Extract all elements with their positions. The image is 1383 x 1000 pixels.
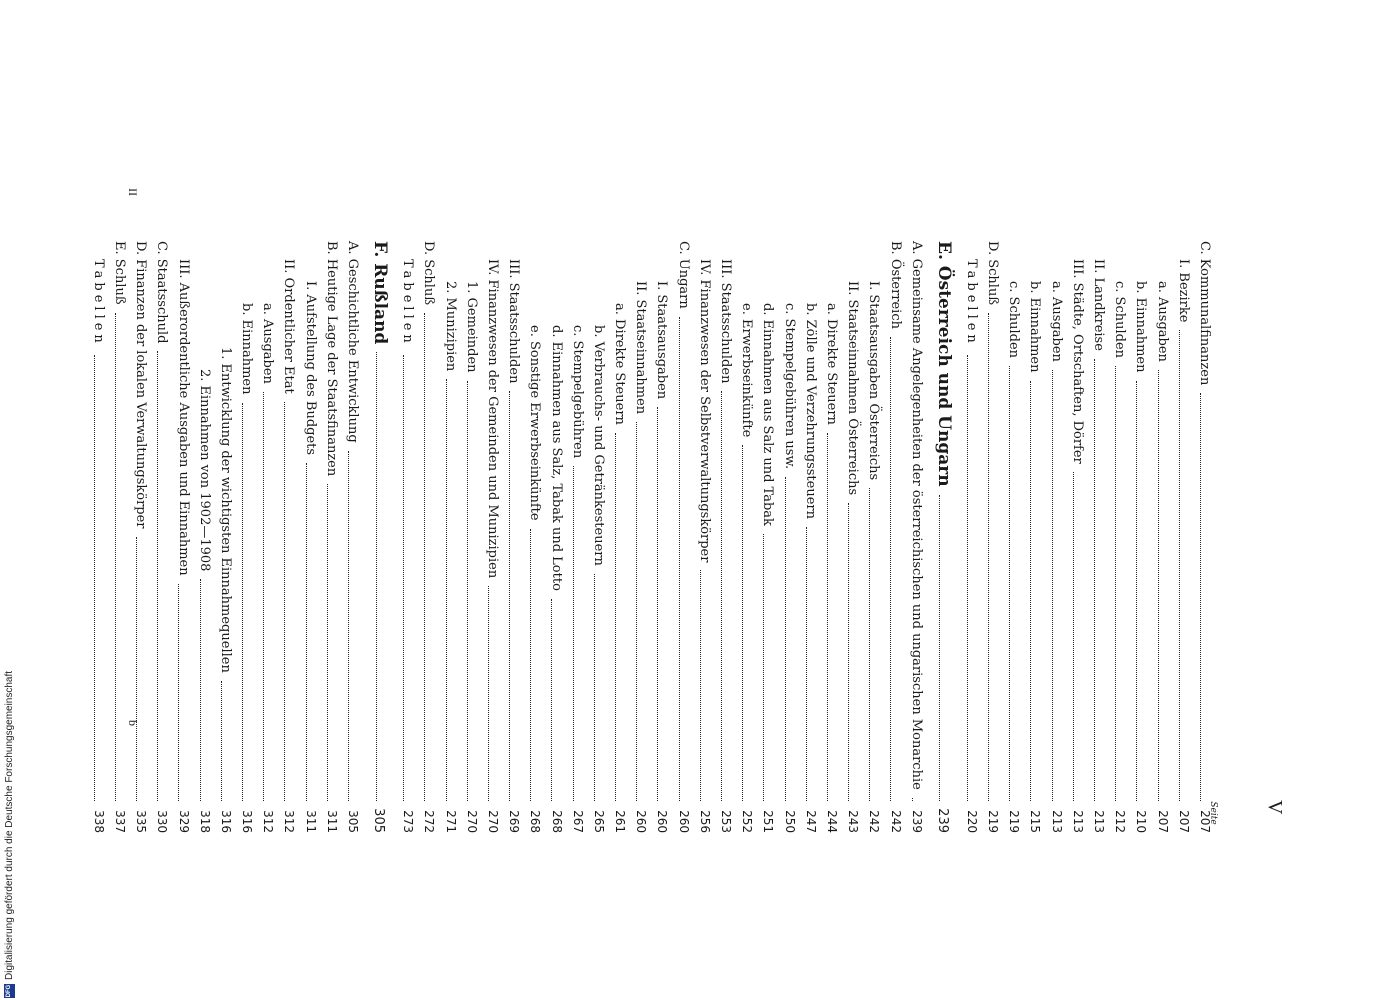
toc-entry [88,241,109,833]
dot-leader [636,422,645,801]
toc-entry [673,241,694,833]
toc-entry-label: D. Schluß [421,241,437,305]
toc-entry [257,241,278,833]
dot-leader [1030,381,1039,802]
toc-entry-page: 213 [1092,810,1107,833]
toc-entry-page: 270 [486,810,500,833]
toc-entry-label: 1. Entwicklung der wichtigsten Einnahmequellen [217,347,233,673]
toc-entry-page: 337 [113,810,127,833]
toc-entry [630,241,651,833]
toc-entry-label: I. Staatsausgaben Österreichs [866,281,882,481]
toc-entry [863,241,884,833]
dot-leader [785,477,794,801]
toc-entry [961,241,982,833]
toc-entry [982,241,1003,833]
dot-leader [939,495,948,801]
toc-entry [884,241,905,833]
dot-leader [912,798,921,801]
toc-entry [278,241,299,833]
toc-entry-label: II. Staatseinnahmen [633,281,649,415]
toc-entry-label: 2. Einnahmen von 1902—1908 [196,369,212,572]
toc-entry-page: 329 [176,810,191,833]
toc-entry-label: II. Staatseinnahmen Österreichs [845,281,861,496]
toc-entry-page: 239 [909,810,924,833]
toc-entry [363,241,397,833]
toc-entry [236,241,257,833]
signature-mark-right: b [126,720,140,726]
toc-entry [524,241,545,833]
dot-leader [200,579,209,801]
dot-leader [848,503,857,801]
dot-leader [1115,366,1124,801]
dot-leader [573,466,582,801]
toc-entry [757,241,778,833]
toc-entry-page: 305 [346,810,361,833]
toc-entry [1151,241,1172,833]
table-of-contents [88,241,1215,833]
dot-leader [763,534,772,801]
toc-entry-label: c. Stempelgebühren usw. [781,303,797,470]
toc-entry [342,241,363,833]
toc-entry-label: b. Einnahmen [239,303,255,395]
toc-entry [439,241,460,833]
toc-entry-page: 253 [719,810,734,833]
toc-entry-label: II. Ordentlicher Etat [281,259,297,394]
dot-leader [594,574,603,801]
toc-entry [321,241,342,833]
dot-leader [700,570,709,801]
toc-entry-page: 265 [591,810,606,833]
dot-leader [1009,366,1018,801]
toc-entry-page: 256 [697,810,712,833]
toc-entry-page: 260 [634,810,649,833]
toc-entry-page: 207 [1198,810,1212,833]
dot-leader [1073,472,1082,801]
toc-entry [1088,241,1109,833]
toc-entry [1173,241,1194,833]
toc-entry [397,241,418,833]
toc-entry-page: 212 [1113,810,1128,833]
toc-entry-page: 261 [613,810,628,833]
toc-entry [151,241,172,833]
toc-entry-label: IV. Finanzwesen der Gemeinden und Munizipien [485,259,500,579]
toc-entry-page: 213 [1070,810,1085,833]
toc-entry-page: 312 [261,810,276,833]
toc-entry [172,241,193,833]
toc-entry [1109,241,1130,833]
toc-entry-label: Tabellen [963,259,979,347]
toc-entry-label: a. Ausgaben [1048,281,1064,362]
dot-leader [284,402,293,801]
toc-entry-label: 1. Gemeinden [463,281,479,373]
toc-entry [503,241,524,833]
toc-entry-page: 242 [888,810,903,833]
toc-entry-label: A. Gemeinsame Angelegenheiten der österreichischen und ungarischen Monarchie [908,241,924,790]
toc-entry-page: 213 [1049,810,1064,833]
signature-mark-left: II [126,188,140,196]
toc-entry [736,241,757,833]
dot-leader [424,313,433,801]
toc-entry-label: e. Sonstige Erwerbseinkünfte [527,325,543,521]
toc-entry [906,241,927,833]
toc-entry-page: 243 [846,810,861,833]
toc-entry-page: 272 [422,810,437,833]
toc-entry-label: b. Zölle und Verzehrungssteuern [802,303,818,519]
toc-entry-label: I. Bezirke [1175,259,1191,323]
dot-leader [348,451,357,801]
toc-entry-label: b. Einnahmen [1027,281,1043,373]
dot-leader [742,445,751,801]
toc-entry-page: 335 [134,810,149,833]
toc-entry [461,241,482,833]
toc-entry-label: C. Ungarn [675,241,691,309]
toc-entry [215,241,236,833]
toc-entry-label: d. Einnahmen aus Salz und Tabak [760,303,776,526]
toc-entry [482,241,503,833]
toc-entry [1046,241,1067,833]
toc-entry-page: 268 [528,810,543,833]
page-roman-numeral: V [1264,800,1286,815]
toc-entry-label: a. Ausgaben [260,303,276,384]
toc-entry [694,241,715,833]
toc-entry-label: e. Erwerbseinkünfte [739,303,755,438]
toc-entry-label: b. Verbrauchs- und Getränkesteuern [590,325,606,566]
toc-entry [1130,241,1151,833]
toc-entry-label: a. Direkte Steuern [612,303,628,425]
dot-leader [551,599,560,801]
toc-entry-page: 252 [740,810,755,833]
toc-entry [567,241,588,833]
dot-leader [806,527,815,801]
toc-entry-page: 305 [371,808,387,833]
toc-entry-label: c. Stempelgebühren [569,325,585,459]
dot-leader [1094,359,1103,801]
toc-entry-label: 2. Munizipien [442,281,458,372]
dot-leader [869,488,878,801]
dot-leader [657,407,666,801]
dot-leader [221,681,230,801]
toc-entry-label: I. Staatsausgaben [654,281,670,400]
toc-entry [715,241,736,833]
toc-entry-label: Tabellen [400,259,416,347]
toc-entry [1003,241,1024,833]
toc-entry [821,241,842,833]
toc-entry-label: a. Direkte Steuern [824,303,839,425]
dot-leader [327,484,336,801]
dot-leader [679,317,688,801]
dot-leader [263,392,272,801]
toc-entry-label: Tabellen [90,259,106,347]
toc-entry-label: D. Schluß [985,241,1001,305]
toc-entry-page: 219 [1007,810,1022,833]
toc-entry-label: C. Staatsschuld [154,241,170,344]
dot-leader [988,313,997,801]
toc-entry-page: 207 [1176,810,1191,833]
toc-entry [1024,241,1045,833]
dot-leader [376,352,385,801]
toc-entry-label: III. Außerordentliche Ausgaben und Einnahmen [175,259,191,576]
toc-entry-page: 260 [676,810,691,833]
toc-entry-page: 260 [655,810,670,833]
toc-entry-label: E. Schluß [112,241,127,305]
toc-entry-label: E. Österreich und Ungarn [933,241,954,487]
dot-leader [1052,370,1061,801]
dot-leader [721,391,730,801]
toc-entry-label: b. Einnahmen [1133,281,1149,373]
toc-entry-page: 207 [1155,810,1170,833]
dot-leader [115,313,124,801]
toc-entry [545,241,566,833]
toc-entry-label: I. Aufstellung des Budgets [302,281,318,456]
toc-entry-page: 269 [507,810,522,833]
toc-entry-page: 268 [549,810,564,833]
dot-leader [1179,330,1188,801]
toc-entry [194,241,215,833]
toc-entry-page: 330 [155,810,170,833]
toc-entry [130,241,151,833]
dot-leader [178,584,187,801]
toc-entry [588,241,609,833]
toc-entry-label: II. Landkreise [1091,259,1107,351]
toc-entry-label: C. Kommunalfinanzen [1197,241,1212,386]
toc-entry-page: 219 [986,810,1001,833]
toc-entry-label: A. Geschichtliche Entwicklung [345,241,361,443]
footer-text: Digitalisierung gefördert durch die Deutsche Forschungsgemeinschaft [3,670,15,980]
toc-entry-page: 318 [197,810,212,833]
toc-entry [300,241,321,833]
toc-entry [651,241,672,833]
toc-entry-label: D. Finanzen der lokalen Verwaltungskörper [133,241,149,529]
toc-entry-page: 215 [1028,810,1043,833]
toc-entry-page: 312 [282,810,297,833]
seite-column-label: Seite [1208,801,1218,825]
toc-entry-label: IV. Finanzwesen der Selbstverwaltungskörper [696,259,712,563]
toc-entry-label: F. Rußland [370,241,391,345]
toc-entry-page: 338 [91,810,106,833]
toc-entry [842,241,863,833]
toc-entry-label: d. Einnahmen aus Salz, Tabak und Lotto [548,325,564,591]
toc-entry-page: 267 [570,810,585,833]
dot-leader [488,586,497,801]
dot-leader [446,379,455,801]
toc-entry-page: 250 [782,810,797,833]
toc-entry [927,241,961,833]
dot-leader [967,355,976,801]
toc-entry-page: 251 [761,810,776,833]
dot-leader [890,337,899,801]
dot-leader [467,381,476,801]
toc-entry-label: c. Schulden [1112,281,1128,359]
dot-leader [94,355,103,801]
dot-leader [530,529,539,801]
toc-entry-page: 311 [303,810,318,833]
dot-leader [615,433,624,801]
toc-entry [418,241,439,833]
dot-leader [242,403,251,802]
dfg-logo: DFG [4,984,15,998]
toc-entry [609,241,630,833]
toc-entry [109,241,130,833]
toc-entry-label: B. Heutige Lage der Staatsfinanzen [323,241,339,477]
toc-entry-label: c. Schulden [1006,281,1022,359]
toc-entry [778,241,799,833]
dot-leader [1136,381,1145,802]
dot-leader [306,463,315,801]
dot-leader [1158,370,1167,801]
dot-leader [157,351,166,801]
toc-entry-page: 316 [218,810,233,833]
toc-entry-page: 242 [867,810,882,833]
dot-leader [403,355,412,801]
toc-entry-page: 210 [1134,810,1149,833]
toc-entry-label: B. Österreich [887,241,903,329]
toc-entry [1067,241,1088,833]
toc-entry-page: 271 [443,810,458,833]
toc-entry-page: 311 [324,810,339,833]
toc-entry [1194,241,1215,833]
dot-leader [827,433,836,801]
toc-entry-label: III. Staatsschulden [506,259,522,384]
dot-leader [136,537,145,801]
toc-entry-label: a. Ausgaben [1154,281,1170,362]
toc-entry-page: 270 [464,810,479,833]
toc-entry-page: 247 [803,810,818,833]
toc-entry-label: III. Staatsschulden [718,259,734,384]
toc-entry-page: 220 [964,810,979,833]
toc-entry [800,241,821,833]
dot-leader [1200,393,1209,801]
toc-entry-label: III. Städte, Ortschaften, Dörfer [1069,259,1085,464]
toc-entry-page: 244 [825,810,839,833]
toc-entry-page: 239 [934,808,950,833]
toc-entry-page: 273 [401,810,416,833]
digitization-footer [2,606,16,998]
dot-leader [509,391,518,801]
toc-entry-page: 316 [240,810,255,833]
